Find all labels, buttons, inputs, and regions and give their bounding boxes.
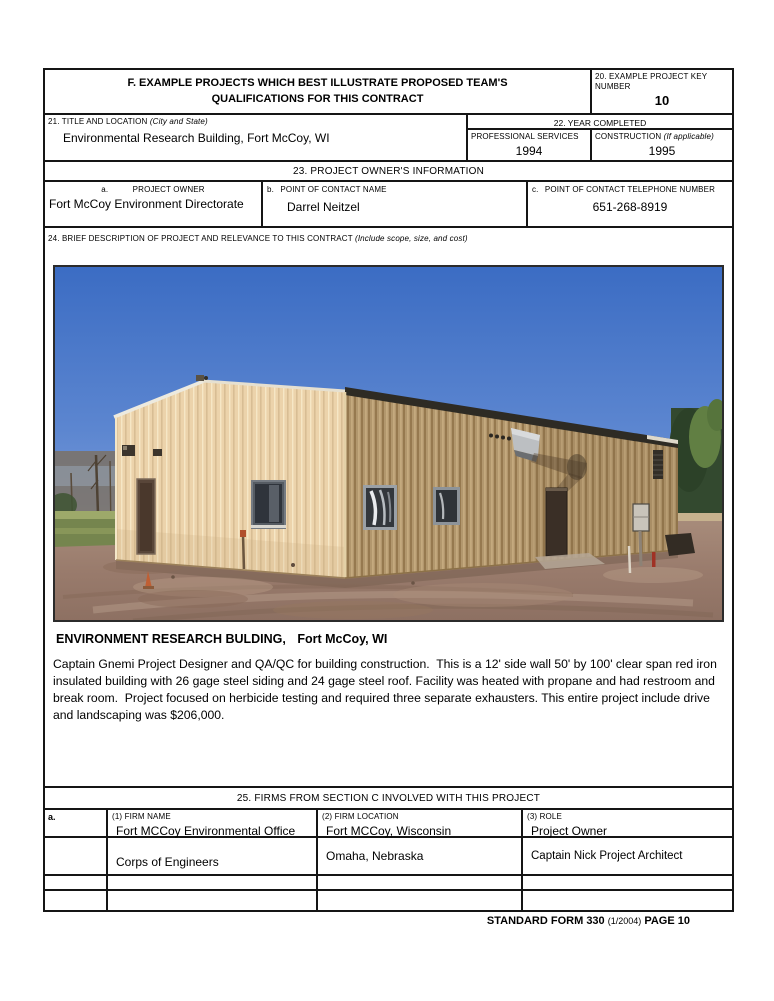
contact-name-value: Darrel Neitzel xyxy=(287,200,360,214)
firm-location-value xyxy=(318,891,523,910)
contact-phone-key: c. xyxy=(532,185,539,194)
footer-revision: (1/2004) xyxy=(607,916,642,926)
contact-phone-label-text: POINT OF CONTACT TELEPHONE NUMBER xyxy=(544,185,716,194)
firm-location-value xyxy=(318,876,523,889)
firm-location-value: Fort MCCoy, Wisconsin xyxy=(326,824,452,838)
firm-row-empty-2 xyxy=(45,891,732,910)
firm-row-key: a. xyxy=(45,810,108,836)
contact-phone-cell xyxy=(528,182,732,226)
title-location-label xyxy=(48,117,463,127)
firm-role-value: Captain Nick Project Architect xyxy=(531,850,683,862)
firm-role-value xyxy=(523,876,732,889)
construction-cell xyxy=(592,130,732,160)
firm-row-key xyxy=(45,891,108,910)
firm-name-column-label: (1) FIRM NAME xyxy=(112,812,171,821)
firm-row-a xyxy=(45,810,732,838)
construction-label-text: CONSTRUCTION xyxy=(595,132,662,141)
title-year-row xyxy=(45,115,732,162)
contact-name-label-text: POINT OF CONTACT NAME xyxy=(280,185,387,194)
title-location-label-text: 21. TITLE AND LOCATION xyxy=(48,117,148,126)
firms-header: 25. FIRMS FROM SECTION C INVOLVED WITH THIS PROJECT xyxy=(45,788,732,810)
contact-phone-label xyxy=(532,185,728,195)
firm-role-value xyxy=(523,891,732,910)
project-owner-cell xyxy=(45,182,263,226)
year-completed-cell xyxy=(468,115,732,160)
contact-phone-value: 651-268-8919 xyxy=(592,200,668,214)
professional-services-value: 1994 xyxy=(515,144,543,158)
contact-name-cell xyxy=(263,182,528,226)
firm-row-key xyxy=(45,838,108,874)
form-footer xyxy=(487,915,690,927)
title-location-label-note: (City and State) xyxy=(149,117,208,126)
firm-row-b xyxy=(45,838,732,876)
year-completed-body xyxy=(468,130,732,160)
project-photo-svg xyxy=(53,265,724,622)
project-key-cell xyxy=(592,70,732,113)
firm-row-empty-1 xyxy=(45,876,732,891)
firm-role-value: Project Owner xyxy=(531,824,608,838)
firm-name-value: Fort MCCoy Environmental Office xyxy=(116,824,296,838)
section-f-header-row xyxy=(45,70,732,115)
description-label-note: (Include scope, size, and cost) xyxy=(355,234,468,243)
professional-services-label: PROFESSIONAL SERVICES xyxy=(471,132,579,141)
description-label xyxy=(48,234,729,244)
project-key-label: 20. EXAMPLE PROJECT KEY NUMBER xyxy=(595,72,708,91)
project-owner-label-text: PROJECT OWNER xyxy=(132,185,205,194)
year-completed-label: 22. YEAR COMPLETED xyxy=(468,115,732,130)
construction-value: 1995 xyxy=(648,144,676,158)
firm-name-cell xyxy=(108,810,318,836)
section-f-title: F. EXAMPLE PROJECTS WHICH BEST ILLUSTRATE PROPOSED TEAM'S QUALIFICATIONS FOR THIS CONTRACT xyxy=(127,76,508,105)
firm-name-value: Corps of Engineers xyxy=(108,838,318,874)
firm-role-cell xyxy=(523,810,732,836)
project-owner-label xyxy=(49,185,257,195)
contact-name-label xyxy=(267,185,522,195)
footer-form-name: STANDARD FORM 330 xyxy=(486,915,605,927)
firm-location-value: Omaha, Nebraska xyxy=(318,838,523,874)
project-owner-key: a. xyxy=(101,185,109,194)
project-description: Captain Gnemi Project Designer and QA/QC for building construction. This is a 12' side wall 50' by 100' clear span red iron insulated building with 26 gage steel siding and 24 gage steel roof. Facility was heated with propane and had restroom and break room. Project focused on herbicide testing and required three separate exhausters. This entire project include drive and landscaping was $206,000. xyxy=(53,657,721,722)
construction-label-note: (If applicable) xyxy=(663,132,714,141)
photo-caption xyxy=(56,632,387,646)
description-label-text: 24. BRIEF DESCRIPTION OF PROJECT AND RELEVANCE TO THIS CONTRACT xyxy=(48,234,353,243)
contact-name-key: b. xyxy=(267,185,274,194)
project-photo xyxy=(53,265,724,622)
title-location-cell xyxy=(45,115,468,160)
photo-caption-location: Fort McCoy, WI xyxy=(297,632,388,646)
construction-label xyxy=(595,132,729,142)
photo-caption-title: ENVIRONMENT RESEARCH BULDING, xyxy=(56,632,286,646)
description-section xyxy=(45,228,732,788)
firm-row-key xyxy=(45,876,108,889)
project-owner-value: Fort McCoy Environment Directorate xyxy=(49,197,244,211)
firm-role-column-label: (3) ROLE xyxy=(527,812,562,821)
firm-name-value xyxy=(108,876,318,889)
form-table xyxy=(43,68,734,912)
firm-location-column-label: (2) FIRM LOCATION xyxy=(322,812,399,821)
professional-services-cell xyxy=(468,130,592,160)
owner-info-header: 23. PROJECT OWNER'S INFORMATION xyxy=(45,162,732,182)
firm-name-value xyxy=(108,891,318,910)
project-key-value: 10 xyxy=(654,93,670,108)
title-location-value: Environmental Research Building, Fort McCoy, WI xyxy=(63,131,330,145)
footer-page-number: PAGE 10 xyxy=(644,915,690,927)
firm-location-cell xyxy=(318,810,523,836)
section-f-title-cell xyxy=(45,70,592,113)
owner-info-row xyxy=(45,182,732,228)
